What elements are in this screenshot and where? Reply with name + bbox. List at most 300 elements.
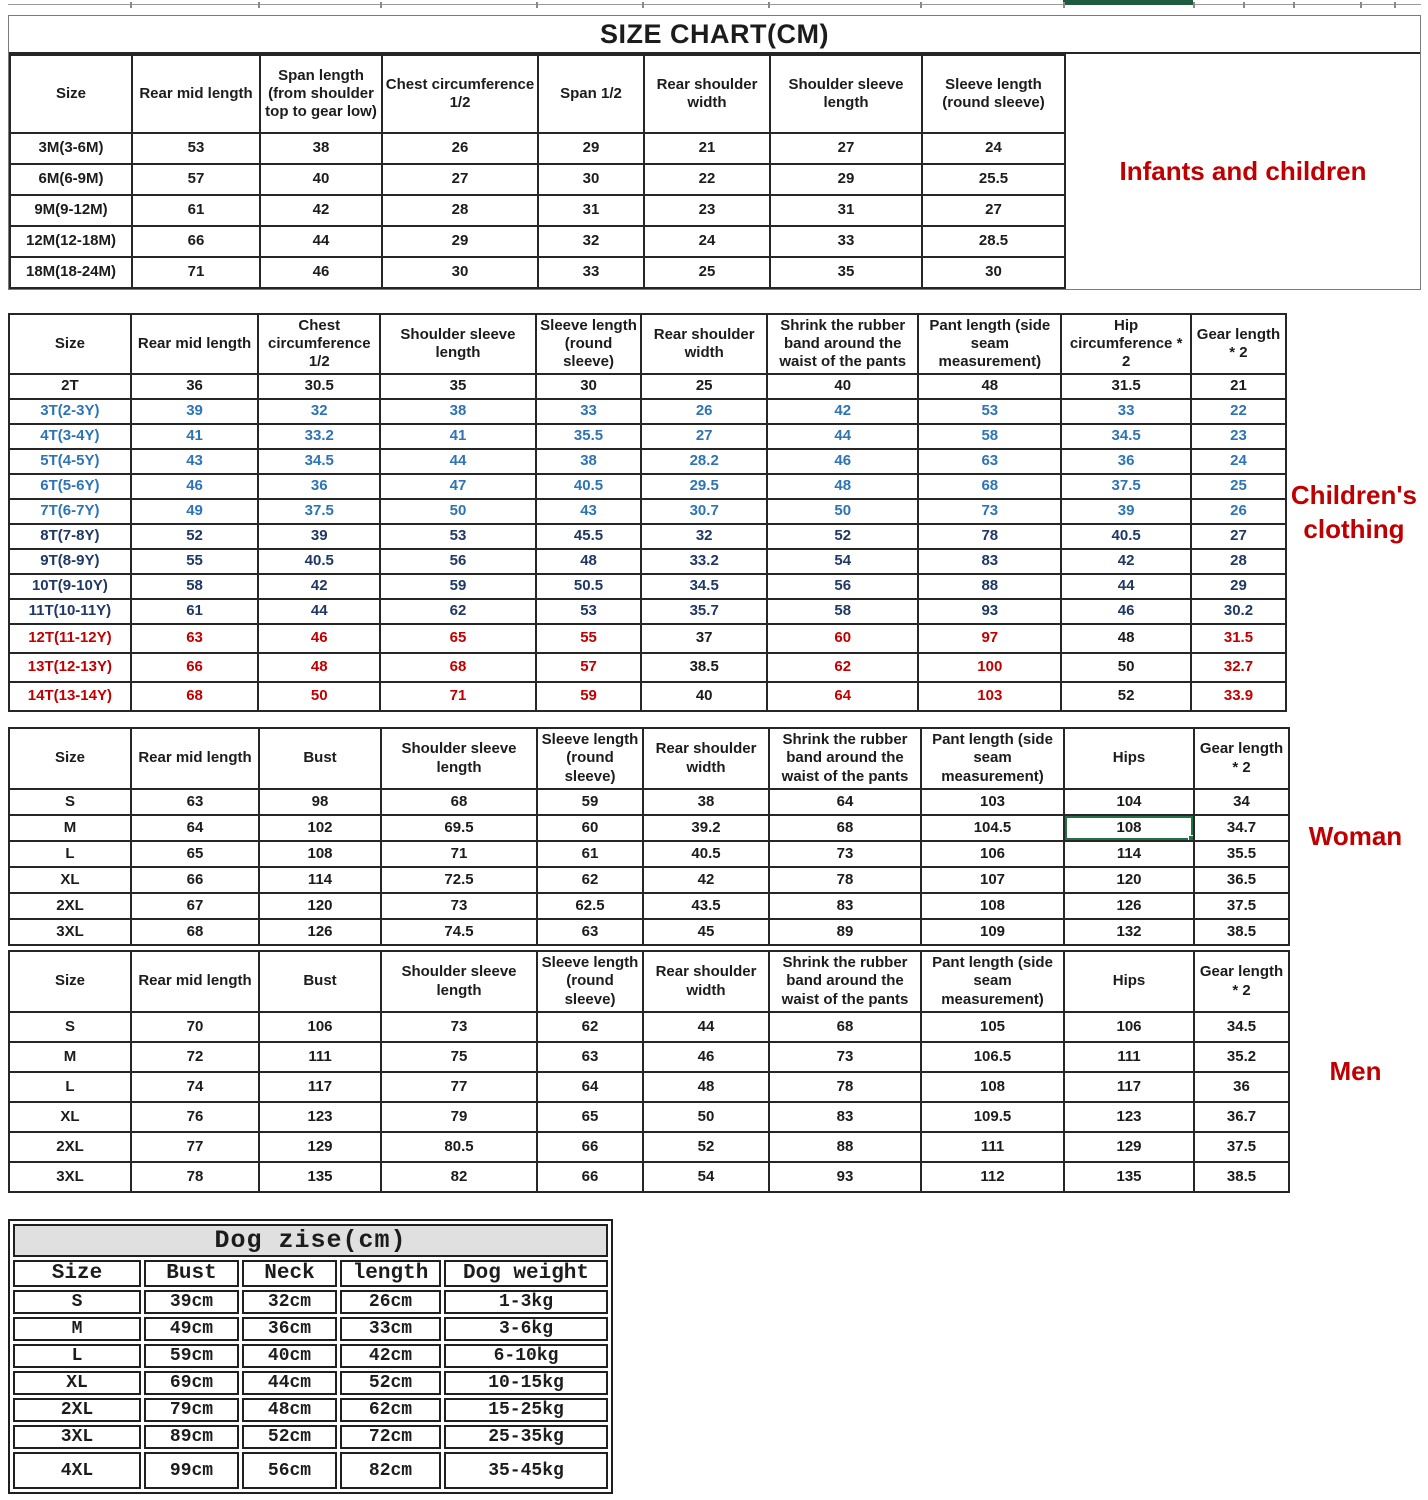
value-cell: 53 — [918, 399, 1061, 424]
value-cell: 65 — [131, 841, 259, 867]
value-cell: 33.9 — [1191, 682, 1286, 711]
value-cell: 40 — [641, 682, 767, 711]
column-header: Rear shoulder width — [643, 951, 769, 1012]
value-cell: 39.2 — [643, 815, 769, 841]
size-cell: XL — [9, 867, 131, 893]
value-cell: 59 — [536, 682, 642, 711]
value-cell: 29 — [538, 133, 644, 164]
value-cell: 45.5 — [536, 524, 642, 549]
value-cell: 52cm — [340, 1371, 441, 1395]
value-cell: 62.5 — [537, 893, 643, 919]
column-header: Rear mid length — [131, 951, 259, 1012]
value-cell: 32.7 — [1191, 653, 1286, 682]
value-cell: 42 — [643, 867, 769, 893]
column-header: Span length (from shoulder top to gear low) — [260, 55, 382, 133]
column-header: Shrink the rubber band around the waist of the pants — [769, 728, 921, 789]
infants-label: Infants and children — [1119, 156, 1367, 186]
value-cell: 71 — [381, 841, 537, 867]
table-row — [9, 1042, 1289, 1072]
value-cell: 89 — [769, 919, 921, 945]
value-cell: 48 — [1061, 624, 1191, 653]
value-cell: 39cm — [144, 1290, 239, 1314]
size-cell: 18M(18-24M) — [10, 257, 132, 288]
size-cell: L — [13, 1344, 141, 1368]
value-cell: 39 — [258, 524, 380, 549]
value-cell: 82 — [381, 1162, 537, 1192]
column-header: Pant length (side seam measurement) — [921, 951, 1064, 1012]
value-cell: 56 — [767, 574, 918, 599]
value-cell: 29 — [770, 164, 922, 195]
value-cell: 34.5 — [1194, 1012, 1289, 1042]
infants-table — [9, 54, 1066, 289]
value-cell: 30.7 — [641, 499, 767, 524]
value-cell: 97 — [918, 624, 1061, 653]
value-cell: 66 — [537, 1132, 643, 1162]
value-cell: 62 — [767, 653, 918, 682]
value-cell: 40.5 — [1061, 524, 1191, 549]
value-cell: 38 — [260, 133, 382, 164]
value-cell: 28.2 — [641, 449, 767, 474]
men-size-chart — [8, 950, 1421, 1193]
value-cell: 30 — [536, 374, 642, 399]
column-header: Gear length * 2 — [1194, 951, 1289, 1012]
table-row — [13, 1344, 608, 1368]
value-cell: 76 — [131, 1102, 259, 1132]
column-header: length — [340, 1260, 441, 1287]
value-cell: 42 — [1061, 549, 1191, 574]
value-cell: 22 — [1191, 399, 1286, 424]
value-cell: 40.5 — [536, 474, 642, 499]
value-cell: 42 — [258, 574, 380, 599]
size-cell: S — [9, 1012, 131, 1042]
column-header: Size — [10, 55, 132, 133]
value-cell: 36 — [258, 474, 380, 499]
value-cell: 68 — [131, 682, 259, 711]
column-header: Pant length (side seam measurement) — [918, 314, 1061, 374]
table-row — [9, 624, 1286, 653]
size-cell: S — [9, 789, 131, 815]
column-header: Shoulder sleeve length — [380, 314, 535, 374]
value-cell: 55 — [131, 549, 259, 574]
value-cell: 50 — [767, 499, 918, 524]
size-cell: 4XL — [13, 1452, 141, 1489]
value-cell: 34.5 — [258, 449, 380, 474]
value-cell: 117 — [1064, 1072, 1194, 1102]
value-cell: 57 — [132, 164, 260, 195]
size-cell: 5T(4-5Y) — [9, 449, 131, 474]
table-row — [9, 919, 1289, 945]
men-label: Men — [1329, 1055, 1382, 1086]
value-cell: 28 — [1191, 549, 1286, 574]
value-cell: 30 — [382, 257, 538, 288]
value-cell: 56 — [380, 549, 535, 574]
column-header: Span 1/2 — [538, 55, 644, 133]
value-cell: 45 — [643, 919, 769, 945]
value-cell: 63 — [131, 789, 259, 815]
value-cell: 60 — [537, 815, 643, 841]
column-header: Hips — [1064, 728, 1194, 789]
value-cell: 89cm — [144, 1425, 239, 1449]
value-cell: 53 — [380, 524, 535, 549]
value-cell: 117 — [259, 1072, 381, 1102]
table-row — [9, 867, 1289, 893]
value-cell: 37.5 — [1194, 893, 1289, 919]
value-cell: 54 — [767, 549, 918, 574]
value-cell: 78 — [769, 1072, 921, 1102]
value-cell: 120 — [259, 893, 381, 919]
value-cell: 37.5 — [258, 499, 380, 524]
value-cell: 58 — [918, 424, 1061, 449]
value-cell: 88 — [918, 574, 1061, 599]
value-cell: 48 — [918, 374, 1061, 399]
value-cell: 61 — [132, 195, 260, 226]
value-cell: 108 — [259, 841, 381, 867]
value-cell: 48 — [643, 1072, 769, 1102]
value-cell: 44 — [767, 424, 918, 449]
value-cell: 66 — [537, 1162, 643, 1192]
column-header: Chest circumference 1/2 — [258, 314, 380, 374]
value-cell: 28.5 — [922, 226, 1065, 257]
value-cell: 44 — [643, 1012, 769, 1042]
value-cell: 64 — [767, 682, 918, 711]
column-header: Rear shoulder width — [643, 728, 769, 789]
value-cell: 70 — [131, 1012, 259, 1042]
value-cell: 31.5 — [1191, 624, 1286, 653]
grid-tick — [1243, 2, 1245, 8]
value-cell: 67 — [131, 893, 259, 919]
size-cell: L — [9, 841, 131, 867]
column-header: Neck — [242, 1260, 337, 1287]
size-cell: XL — [13, 1371, 141, 1395]
value-cell: 74.5 — [381, 919, 537, 945]
value-cell: 35 — [770, 257, 922, 288]
dog-table-title: Dog zise(cm) — [13, 1224, 608, 1257]
value-cell: 106 — [1064, 1012, 1194, 1042]
value-cell: 26 — [1191, 499, 1286, 524]
table-row — [9, 1072, 1289, 1102]
value-cell: 33.2 — [258, 424, 380, 449]
value-cell: 34 — [1194, 789, 1289, 815]
grid-tick — [1394, 2, 1396, 8]
value-cell: 53 — [132, 133, 260, 164]
value-cell: 59 — [537, 789, 643, 815]
table-row — [10, 133, 1065, 164]
column-header: Rear shoulder width — [644, 55, 770, 133]
value-cell: 71 — [380, 682, 535, 711]
size-cell: M — [9, 1042, 131, 1072]
value-cell: 46 — [260, 257, 382, 288]
value-cell: 36 — [1061, 449, 1191, 474]
value-cell: 24 — [922, 133, 1065, 164]
value-cell: 77 — [381, 1072, 537, 1102]
value-cell: 44 — [260, 226, 382, 257]
column-header: Gear length * 2 — [1194, 728, 1289, 789]
value-cell: 123 — [259, 1102, 381, 1132]
value-cell: 44 — [380, 449, 535, 474]
value-cell: 36 — [131, 374, 259, 399]
value-cell: 82cm — [340, 1452, 441, 1489]
column-header: Shrink the rubber band around the waist of the pants — [767, 314, 918, 374]
column-header: Shoulder sleeve length — [381, 728, 537, 789]
column-header: Bust — [259, 728, 381, 789]
value-cell: 78 — [769, 867, 921, 893]
header-row — [13, 1260, 608, 1287]
value-cell: 54 — [643, 1162, 769, 1192]
table-row — [9, 815, 1289, 841]
value-cell: 73 — [381, 893, 537, 919]
value-cell: 22 — [644, 164, 770, 195]
table-row — [9, 841, 1289, 867]
value-cell: 38.5 — [1194, 919, 1289, 945]
value-cell: 42 — [260, 195, 382, 226]
value-cell: 52 — [131, 524, 259, 549]
value-cell: 59 — [380, 574, 535, 599]
table-row — [13, 1290, 608, 1314]
table-row — [9, 524, 1286, 549]
value-cell: 78 — [918, 524, 1061, 549]
value-cell: 29.5 — [641, 474, 767, 499]
table-row — [13, 1398, 608, 1422]
value-cell: 21 — [644, 133, 770, 164]
value-cell: 43 — [536, 499, 642, 524]
value-cell: 33 — [1061, 399, 1191, 424]
value-cell: 50 — [643, 1102, 769, 1132]
value-cell: 55 — [536, 624, 642, 653]
size-cell: 2XL — [13, 1398, 141, 1422]
value-cell: 60 — [767, 624, 918, 653]
value-cell: 126 — [1064, 893, 1194, 919]
value-cell: 83 — [769, 1102, 921, 1132]
value-cell: 33 — [770, 226, 922, 257]
value-cell: 25 — [641, 374, 767, 399]
column-header: Bust — [259, 951, 381, 1012]
column-header: Rear mid length — [131, 314, 259, 374]
value-cell: 106.5 — [921, 1042, 1064, 1072]
value-cell: 24 — [1191, 449, 1286, 474]
infants-size-chart — [8, 15, 1421, 290]
table-row — [9, 574, 1286, 599]
size-cell: 6T(5-6Y) — [9, 474, 131, 499]
table-row — [9, 424, 1286, 449]
table-row — [9, 374, 1286, 399]
value-cell: 25 — [644, 257, 770, 288]
value-cell: 31.5 — [1061, 374, 1191, 399]
value-cell: 40 — [767, 374, 918, 399]
grid-tick — [642, 2, 644, 8]
value-cell: 108 — [921, 1072, 1064, 1102]
value-cell: 111 — [1064, 1042, 1194, 1072]
top-gridline — [8, 4, 1421, 5]
value-cell: 15-25kg — [444, 1398, 608, 1422]
value-cell: 35-45kg — [444, 1452, 608, 1489]
value-cell: 25.5 — [922, 164, 1065, 195]
table-row — [13, 1425, 608, 1449]
grid-tick — [1063, 2, 1065, 8]
table-row — [13, 1317, 608, 1341]
dog-size-table — [8, 1219, 613, 1494]
value-cell: 33cm — [340, 1317, 441, 1341]
value-cell: 32 — [538, 226, 644, 257]
table-row — [9, 1162, 1289, 1192]
value-cell: 41 — [131, 424, 259, 449]
size-cell: 3T(2-3Y) — [9, 399, 131, 424]
value-cell: 46 — [643, 1042, 769, 1072]
grid-tick — [536, 2, 538, 8]
value-cell: 83 — [769, 893, 921, 919]
column-header: Gear length * 2 — [1191, 314, 1286, 374]
woman-label: Woman — [1308, 820, 1403, 851]
value-cell: 66 — [131, 867, 259, 893]
value-cell: 50 — [380, 499, 535, 524]
size-cell: 9M(9-12M) — [10, 195, 132, 226]
page-title: SIZE CHART(CM) — [9, 16, 1420, 54]
value-cell: 57 — [536, 653, 642, 682]
column-header: Dog weight — [444, 1260, 608, 1287]
value-cell: 34.5 — [1061, 424, 1191, 449]
value-cell: 32cm — [242, 1290, 337, 1314]
value-cell: 33 — [536, 399, 642, 424]
value-cell: 58 — [767, 599, 918, 624]
value-cell: 50.5 — [536, 574, 642, 599]
value-cell: 68 — [131, 919, 259, 945]
value-cell: 63 — [537, 1042, 643, 1072]
value-cell: 114 — [259, 867, 381, 893]
size-cell: 10T(9-10Y) — [9, 574, 131, 599]
value-cell: 93 — [769, 1162, 921, 1192]
column-header: Shoulder sleeve length — [770, 55, 922, 133]
value-cell: 68 — [769, 815, 921, 841]
value-cell: 63 — [537, 919, 643, 945]
value-cell: 34.5 — [641, 574, 767, 599]
value-cell: 52cm — [242, 1425, 337, 1449]
value-cell: 36 — [1194, 1072, 1289, 1102]
header-row — [9, 951, 1289, 1012]
table-row — [9, 399, 1286, 424]
table-row — [9, 474, 1286, 499]
value-cell: 50 — [258, 682, 380, 711]
table-row — [9, 549, 1286, 574]
value-cell: 100 — [918, 653, 1061, 682]
value-cell: 107 — [921, 867, 1064, 893]
column-header: Hips — [1064, 951, 1194, 1012]
size-cell: 12T(11-12Y) — [9, 624, 131, 653]
value-cell: 39 — [131, 399, 259, 424]
table-row — [10, 257, 1065, 288]
value-cell: 31 — [538, 195, 644, 226]
value-cell: 72.5 — [381, 867, 537, 893]
value-cell: 129 — [1064, 1132, 1194, 1162]
value-cell: 49cm — [144, 1317, 239, 1341]
value-cell: 93 — [918, 599, 1061, 624]
woman-size-chart — [8, 727, 1421, 946]
value-cell: 40 — [260, 164, 382, 195]
table-row — [9, 1132, 1289, 1162]
value-cell: 40.5 — [258, 549, 380, 574]
value-cell: 30 — [538, 164, 644, 195]
value-cell: 35.2 — [1194, 1042, 1289, 1072]
size-cell: 2XL — [9, 893, 131, 919]
value-cell: 111 — [259, 1042, 381, 1072]
value-cell: 31 — [770, 195, 922, 226]
children-label: Children's clothing — [1290, 479, 1417, 544]
value-cell: 75 — [381, 1042, 537, 1072]
table-row — [9, 893, 1289, 919]
value-cell: 29 — [382, 226, 538, 257]
value-cell: 32 — [641, 524, 767, 549]
value-cell: 79 — [381, 1102, 537, 1132]
selected-cell[interactable]: 108 — [1064, 815, 1194, 841]
grid-tick — [258, 2, 260, 8]
woman-table — [8, 727, 1290, 946]
value-cell: 36.7 — [1194, 1102, 1289, 1132]
value-cell: 25-35kg — [444, 1425, 608, 1449]
value-cell: 46 — [258, 624, 380, 653]
value-cell: 65 — [380, 624, 535, 653]
value-cell: 106 — [259, 1012, 381, 1042]
value-cell: 58 — [131, 574, 259, 599]
value-cell: 44cm — [242, 1371, 337, 1395]
value-cell: 50 — [1061, 653, 1191, 682]
size-cell: 3XL — [9, 919, 131, 945]
value-cell: 46 — [1061, 599, 1191, 624]
value-cell: 72 — [131, 1042, 259, 1072]
value-cell: 65 — [537, 1102, 643, 1132]
size-cell: 7T(6-7Y) — [9, 499, 131, 524]
value-cell: 40cm — [242, 1344, 337, 1368]
value-cell: 73 — [769, 1042, 921, 1072]
value-cell: 46 — [767, 449, 918, 474]
children-table — [8, 313, 1287, 712]
value-cell: 69.5 — [381, 815, 537, 841]
value-cell: 38.5 — [1194, 1162, 1289, 1192]
value-cell: 30 — [922, 257, 1065, 288]
value-cell: 135 — [1064, 1162, 1194, 1192]
value-cell: 62 — [537, 1012, 643, 1042]
value-cell: 56cm — [242, 1452, 337, 1489]
size-cell: 3XL — [13, 1425, 141, 1449]
value-cell: 77 — [131, 1132, 259, 1162]
value-cell: 26 — [641, 399, 767, 424]
column-header: Pant length (side seam measurement) — [921, 728, 1064, 789]
value-cell: 135 — [259, 1162, 381, 1192]
value-cell: 129 — [259, 1132, 381, 1162]
value-cell: 26 — [382, 133, 538, 164]
value-cell: 68 — [918, 474, 1061, 499]
value-cell: 38 — [536, 449, 642, 474]
value-cell: 25 — [1191, 474, 1286, 499]
column-header: Size — [13, 1260, 141, 1287]
table-row — [9, 1102, 1289, 1132]
value-cell: 35.5 — [1194, 841, 1289, 867]
table-row — [10, 226, 1065, 257]
value-cell: 43.5 — [643, 893, 769, 919]
grid-tick — [1193, 2, 1195, 8]
value-cell: 27 — [641, 424, 767, 449]
selected-column-indicator — [1063, 0, 1193, 5]
value-cell: 24 — [644, 226, 770, 257]
value-cell: 48cm — [242, 1398, 337, 1422]
grid-tick — [380, 2, 382, 8]
size-cell: 3XL — [9, 1162, 131, 1192]
dog-title-row — [13, 1224, 608, 1257]
table-row — [9, 1012, 1289, 1042]
value-cell: 39 — [1061, 499, 1191, 524]
value-cell: 35.7 — [641, 599, 767, 624]
column-header: Rear shoulder width — [641, 314, 767, 374]
value-cell: 34.7 — [1194, 815, 1289, 841]
value-cell: 62 — [537, 867, 643, 893]
value-cell: 26cm — [340, 1290, 441, 1314]
